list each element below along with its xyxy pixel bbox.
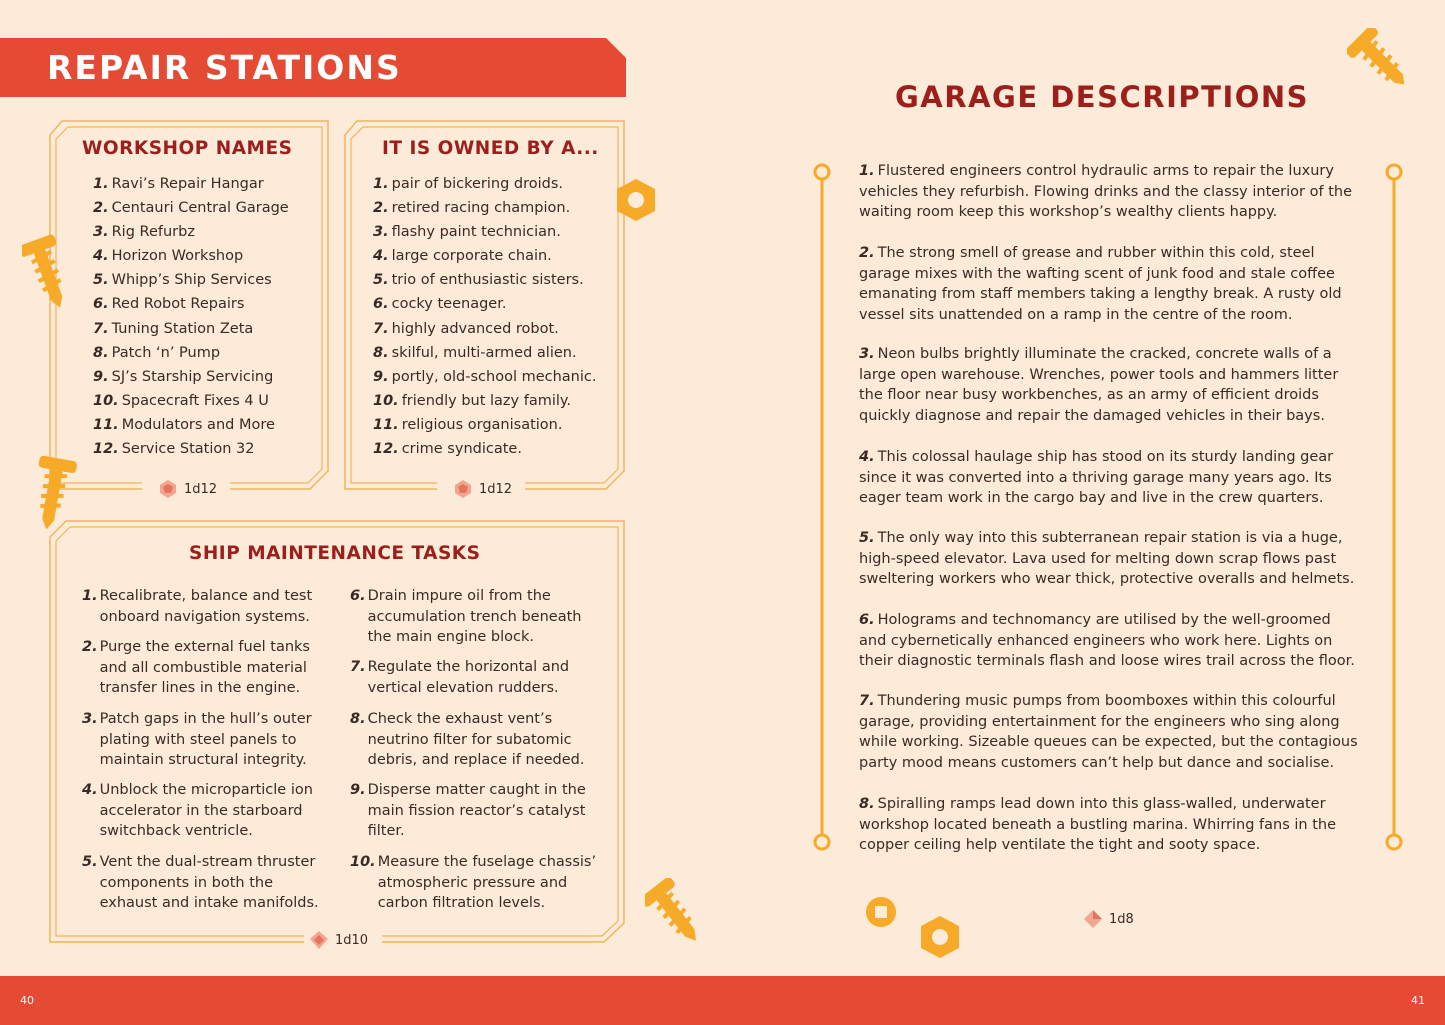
- list-item: 5. Whipp’s Ship Services: [93, 272, 272, 289]
- screw-icon: [645, 878, 705, 950]
- d10-dice-icon: [309, 930, 329, 950]
- description-item: 7. Thundering music pumps from boomboxes within this colourful garage, providing entertainment for the engineers who sing along while working. Sizeable queues can be expected, but the contagious party mood means customers can’t help but dance and socialise.: [859, 693, 1358, 771]
- page-title: REPAIR STATIONS: [47, 48, 402, 87]
- washer-icon: [865, 896, 897, 928]
- page-number-right: 41: [1411, 994, 1425, 1007]
- d12-dice-icon: [158, 479, 178, 499]
- list-item: 3. flashy paint technician.: [373, 224, 561, 241]
- task-item: 8. Check the exhaust vent’s neutrino filter for subatomic debris, and replace if needed.: [350, 711, 585, 769]
- list-item: 10. friendly but lazy family.: [373, 392, 572, 409]
- task-item: 1. Recalibrate, balance and test onboard navigation systems.: [82, 588, 313, 625]
- section-title-garage: GARAGE DESCRIPTIONS: [895, 80, 1310, 114]
- task-item: 10. Measure the fuselage chassis’ atmospheric pressure and carbon filtration levels.: [350, 854, 597, 912]
- list-item: 1. pair of bickering droids.: [373, 176, 563, 192]
- list-item: 12. Service Station 32: [93, 441, 255, 458]
- list-item: 9. SJ’s Starship Servicing: [93, 368, 274, 385]
- task-item: 7. Regulate the horizontal and vertical elevation rudders.: [350, 659, 570, 696]
- description-item: 2. The strong smell of grease and rubber within this cold, steel garage mixes with the wafting scent of junk food and stale coffee emanating from staff members taking a lengthy break. A rusty old vessel sits unattended on a ramp in the centre of the room.: [859, 245, 1342, 323]
- maintenance-tasks-title: SHIP MAINTENANCE TASKS: [189, 543, 481, 564]
- page-number-left: 40: [20, 994, 34, 1007]
- list-item: 8. skilful, multi-armed alien.: [373, 344, 577, 361]
- list-item: 2. Centauri Central Garage: [93, 200, 289, 217]
- dice-label-descriptions: 1d8: [1083, 909, 1134, 929]
- list-item: 9. portly, old-school mechanic.: [373, 368, 597, 385]
- task-item: 4. Unblock the microparticle ion accelerator in the starboard switchback ventricle.: [82, 782, 313, 840]
- owned-by-title: IT IS OWNED BY A...: [382, 138, 599, 159]
- description-item: 1. Flustered engineers control hydraulic arms to repair the luxury vehicles they refurbish. Flowing drinks and the classy interior of the waiting room keep this workshop’s wealthy clients happy.: [859, 163, 1352, 221]
- list-item: 6. Red Robot Repairs: [93, 296, 245, 313]
- list-item: 6. cocky teenager.: [373, 296, 507, 313]
- left-rail: [812, 160, 832, 855]
- list-item: 12. crime syndicate.: [373, 441, 522, 458]
- description-item: 4. This colossal haulage ship has stood on its sturdy landing gear since it was converted into a thriving garage many years ago. Its eager team work in the cargo bay and live in the crew quarters.: [859, 449, 1334, 507]
- list-item: 10. Spacecraft Fixes 4 U: [93, 392, 269, 409]
- list-item: 2. retired racing champion.: [373, 200, 571, 217]
- screw-icon: [22, 232, 72, 312]
- workshop-names-list: [93, 172, 289, 461]
- task-item: 9. Disperse matter caught in the main fission reactor’s catalyst filter.: [350, 782, 586, 840]
- list-item: 11. religious organisation.: [373, 416, 563, 433]
- dice-label-workshop: 1d12: [158, 479, 217, 499]
- list-item: 11. Modulators and More: [93, 416, 275, 433]
- dice-label-owner: 1d12: [453, 479, 512, 499]
- dice-label-tasks: 1d10: [309, 930, 368, 950]
- d8-dice-icon: [1083, 909, 1103, 929]
- list-item: 3. Rig Refurbz: [93, 224, 195, 241]
- workshop-names-title: WORKSHOP NAMES: [82, 138, 293, 159]
- task-item: 3. Patch gaps in the hull’s outer plating with steel panels to maintain structural integrity.: [82, 711, 312, 769]
- screw-icon: [1347, 28, 1415, 94]
- list-item: 4. large corporate chain.: [373, 248, 552, 265]
- list-item: 1. Ravi’s Repair Hangar: [93, 176, 264, 192]
- task-item: 5. Vent the dual-stream thruster components in both the exhaust and intake manifolds.: [82, 854, 319, 912]
- d12-dice-icon: [453, 479, 473, 499]
- list-item: 4. Horizon Workshop: [93, 248, 244, 265]
- list-item: 5. trio of enthusiastic sisters.: [373, 272, 584, 289]
- hex-nut-icon: [613, 177, 659, 223]
- description-item: 6. Holograms and technomancy are utilised by the well-groomed and cybernetically enhanced engineers who work here. Lights on their diagnostic terminals flash and loose wires trail across the floor.: [859, 612, 1355, 670]
- task-item: 2. Purge the external fuel tanks and all combustible material transfer lines in the engine.: [82, 639, 310, 697]
- task-item: 6. Drain impure oil from the accumulation trench beneath the main engine block.: [350, 588, 582, 646]
- description-item: 8. Spiralling ramps lead down into this glass-walled, underwater workshop located beneath a bustling marina. Whirring fans in the copper ceiling help ventilate the tight and sooty space.: [859, 796, 1337, 854]
- owned-by-list: [373, 172, 597, 461]
- list-item: 7. Tuning Station Zeta: [93, 320, 254, 337]
- screw-icon: [28, 452, 78, 532]
- footer-bar: [0, 976, 1445, 1025]
- list-item: 7. highly advanced robot.: [373, 320, 559, 337]
- description-item: 5. The only way into this subterranean repair station is via a huge, high-speed elevator. Lava used for melting down scrap flows past sweltering workers who wear thick, protective overalls and helmets.: [859, 530, 1355, 588]
- right-rail: [1384, 160, 1404, 855]
- hex-nut-icon: [917, 914, 963, 960]
- description-item: 3. Neon bulbs brightly illuminate the cracked, concrete walls of a large open warehouse. Wrenches, power tools and hammers litter the floor near busy workbenches, as an army of efficient droids quickly diagnose and repair the damaged vehicles in their bays.: [859, 346, 1339, 424]
- list-item: 8. Patch ‘n’ Pump: [93, 344, 221, 361]
